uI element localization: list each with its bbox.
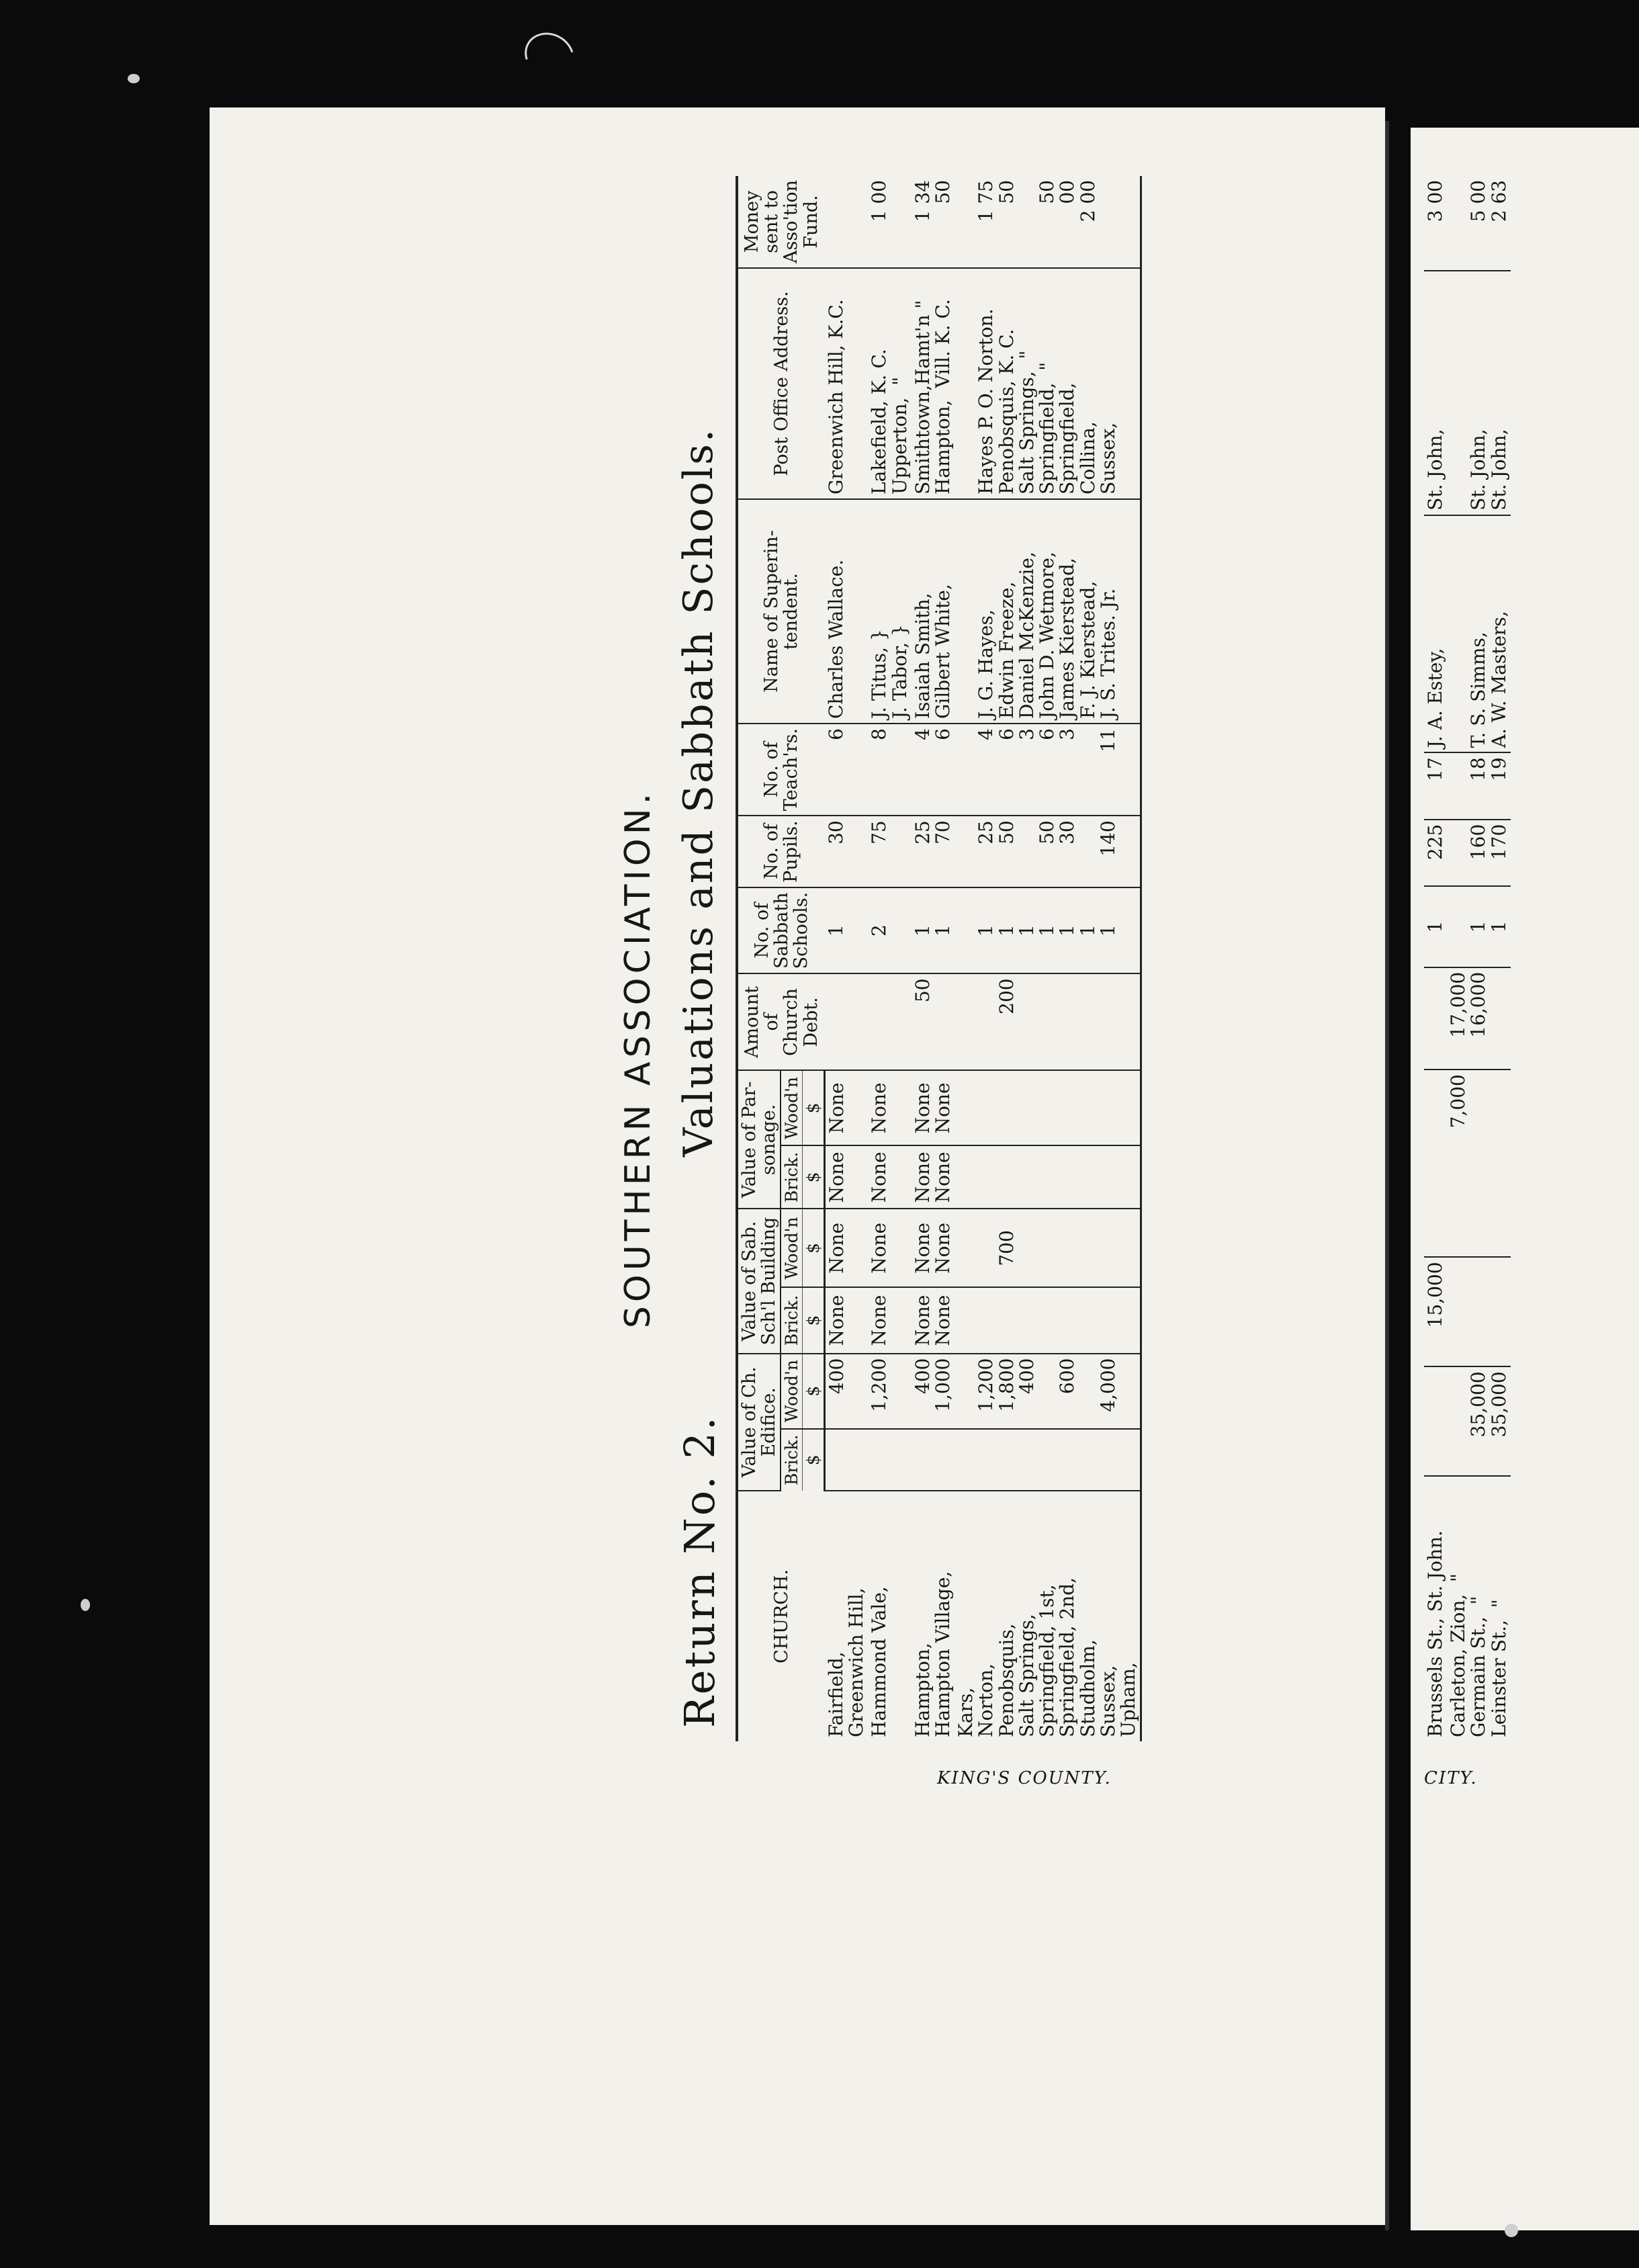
page-subtitle: Valuations and Sabbath Schools. [675,427,722,1157]
cell-church: Brussels St., St. John. [1424,1530,1446,1737]
header-brick: Brick. [781,1145,803,1209]
cell-sab-brick [955,1287,1141,1353]
header-superintendent: Name of Superin-tendent. [737,499,825,724]
cell-sab-wood: 7,000 [1447,1070,1511,1257]
cell-post-office: Greenwich Hill, K.C. [825,268,868,499]
cell-debt [1424,967,1447,1070]
cell-par-brick: None None [912,1145,955,1209]
cell-schools: 1 1 [912,887,955,974]
cell-teachers: 17 [1424,752,1447,819]
dollar-sign: $ [803,1070,825,1145]
cell-money: 3 00 [1424,176,1447,271]
header-sab-school: Value of Sab. Sch'l Building [737,1209,781,1353]
cell-superintendent: Charles Wallace. [825,499,868,724]
header-parsonage: Value of Par-sonage. [737,1070,781,1209]
table-row [912,176,955,1741]
header-teachers: No. of Teach'rs. [737,724,825,816]
cell-sab-brick: None [868,1287,911,1353]
cell-teachers: 6 [825,724,868,816]
cell-schools: 1 1 [1447,886,1511,967]
kings-county-label: KING'S COUNTY. [937,1768,1112,1788]
cell-money [825,176,868,268]
dollar-sign: $ [803,1429,825,1491]
cell-superintendent: Isaiah Smith, Gilbert White, [912,499,955,724]
cell-par-brick: None [825,1145,868,1209]
dollar-sign: $ [803,1145,825,1209]
cell-money: 5 00 2 63 [1447,176,1511,271]
header-schools: No. of Sabbath Schools. [737,887,825,974]
cell-pupils: 75 [868,816,911,887]
cell-superintendent: T. S. Simms, A. W. Masters, [1447,515,1511,752]
cell-ch-brick [868,1429,911,1491]
page-gutter [1385,121,1389,2230]
cell-schools: 2 [868,887,911,974]
cell-pupils: 225 [1424,820,1447,886]
cell-ch-wood: 1,200 1,800 400 600 4,000 [955,1354,1141,1429]
cell-superintendent: J. G. Hayes, Edwin Freeze, Daniel McKenzie, John D. Wetmore, James Kierstead, F. J. Kierstead, J. S. Trites. Jr. [955,499,1141,724]
cell-post-office: Smithtown,Hamt'n " Hampton, Vill. K. C. [912,268,955,499]
header-brick: Brick. [781,1287,803,1353]
cell-ch-wood: 400 [825,1354,868,1429]
dollar-sign: $ [803,1354,825,1429]
cell-schools: 1 1 1 1 1 1 1 [955,887,1141,974]
cell-church: Carleton, Zion, " Germain St., " Leinster St., " [1447,1573,1510,1737]
header-post-office: Post Office Address. [737,268,825,499]
cell-debt [825,973,868,1070]
cell-post-office: St. John, [1424,271,1447,515]
cell-schools: 1 [825,887,868,974]
city-table [1424,176,1511,1741]
cell-ch-wood: 400 1,000 [912,1354,955,1429]
cell-par-wood: None None [912,1070,955,1145]
valuations-table [736,176,1142,1741]
cell-par-brick [955,1145,1141,1209]
cell-pupils: 160 170 [1447,820,1511,886]
table-row [955,176,1141,1741]
cell-ch-wood: 1,200 [868,1354,911,1429]
cell-sab-brick: None None [912,1287,955,1353]
cell-sab-wood: 700 [955,1209,1141,1287]
header-wood: Wood'n [781,1070,803,1145]
cell-sab-wood: None [825,1209,868,1287]
cell-money: 1 00 [868,176,911,268]
cell-teachers: 4 6 3 6 3 11 [955,724,1141,816]
cell-pupils: 25 70 [912,816,955,887]
cell-ch-brick [1424,1366,1447,1476]
table-row [1424,176,1447,1741]
cell-ch-brick [825,1429,868,1491]
return-number: Return No. 2. [675,1415,724,1728]
cell-ch-brick: 35,000 35,000 [1447,1366,1511,1476]
association-title: SOUTHERN ASSOCIATION. [618,789,658,1329]
cell-sab-wood: None None [912,1209,955,1287]
cell-sab-wood [1424,1070,1447,1257]
cell-par-wood: None [825,1070,868,1145]
cell-pupils: 25 50 50 30 140 [955,816,1141,887]
cell-superintendent: J. Titus, } J. Tabor, } [868,499,911,724]
header-wood: Wood'n [781,1354,803,1429]
cell-sab-wood: None [868,1209,911,1287]
cell-par-wood [955,1070,1141,1145]
cell-ch-brick [955,1429,1141,1491]
cell-teachers: 8 [868,724,911,816]
header-church: CHURCH. [737,1491,825,1741]
cell-debt: 50 [912,973,955,1070]
cell-debt: 17,000 16,000 [1447,967,1511,1070]
cell-debt: 200 [955,973,1141,1070]
cell-sab-brick: None [825,1287,868,1353]
rotated-page-content-right [1424,0,1639,2118]
cell-church: Hampton, Hampton Village, [911,1571,954,1737]
cell-teachers: 18 19 [1447,752,1511,819]
header-ch-edifice: Value of Ch. Edifice. [737,1354,781,1491]
header-brick: Brick. [781,1429,803,1491]
cell-church: Kars, Norton, Penobsquis, Salt Springs, Springfield, 1st, Springfield, 2nd, Studholm, Sussex, Upham, [955,1491,1141,1741]
dollar-sign: $ [803,1287,825,1353]
table-row [1447,176,1511,1741]
cell-ch-brick [912,1429,955,1491]
cell-debt [868,973,911,1070]
cell-par-brick: None [868,1145,911,1209]
table-row [825,176,868,1741]
dollar-sign: $ [803,1209,825,1287]
header-money: Money sent to Asso'tion Fund. [737,176,825,268]
cell-post-office: St. John, St. John, [1447,271,1511,515]
header-wood: Wood'n [781,1209,803,1287]
cell-pupils: 30 [825,816,868,887]
cell-ch-wood [1447,1257,1511,1366]
cell-post-office: Hayes P. O. Norton. Penobsquis, K. C. Salt Springs, " Springfield, " Springfield, Collina, Sussex, [955,268,1141,499]
cell-par-wood: None [868,1070,911,1145]
cell-ch-wood: 15,000 [1424,1257,1447,1366]
cell-post-office: Lakefield, K. C. Upperton, " [868,268,911,499]
cell-schools: 1 [1424,886,1447,967]
cell-superintendent: J. A. Estey, [1424,515,1447,752]
header-pupils: No. of Pupils. [737,816,825,887]
city-label: CITY. [1424,1768,1478,1788]
cell-church: Hammond Vale, [868,1586,891,1737]
table-row [868,176,911,1741]
cell-church: Fairfield, Greenwich Hill, [824,1587,868,1737]
header-debt: Amount of Church Debt. [737,973,825,1070]
cell-money: 1 75 50 50 00 2 00 [955,176,1141,268]
cell-money: 1 34 50 [912,176,955,268]
cell-teachers: 4 6 [912,724,955,816]
dust-speck [1505,2224,1518,2237]
